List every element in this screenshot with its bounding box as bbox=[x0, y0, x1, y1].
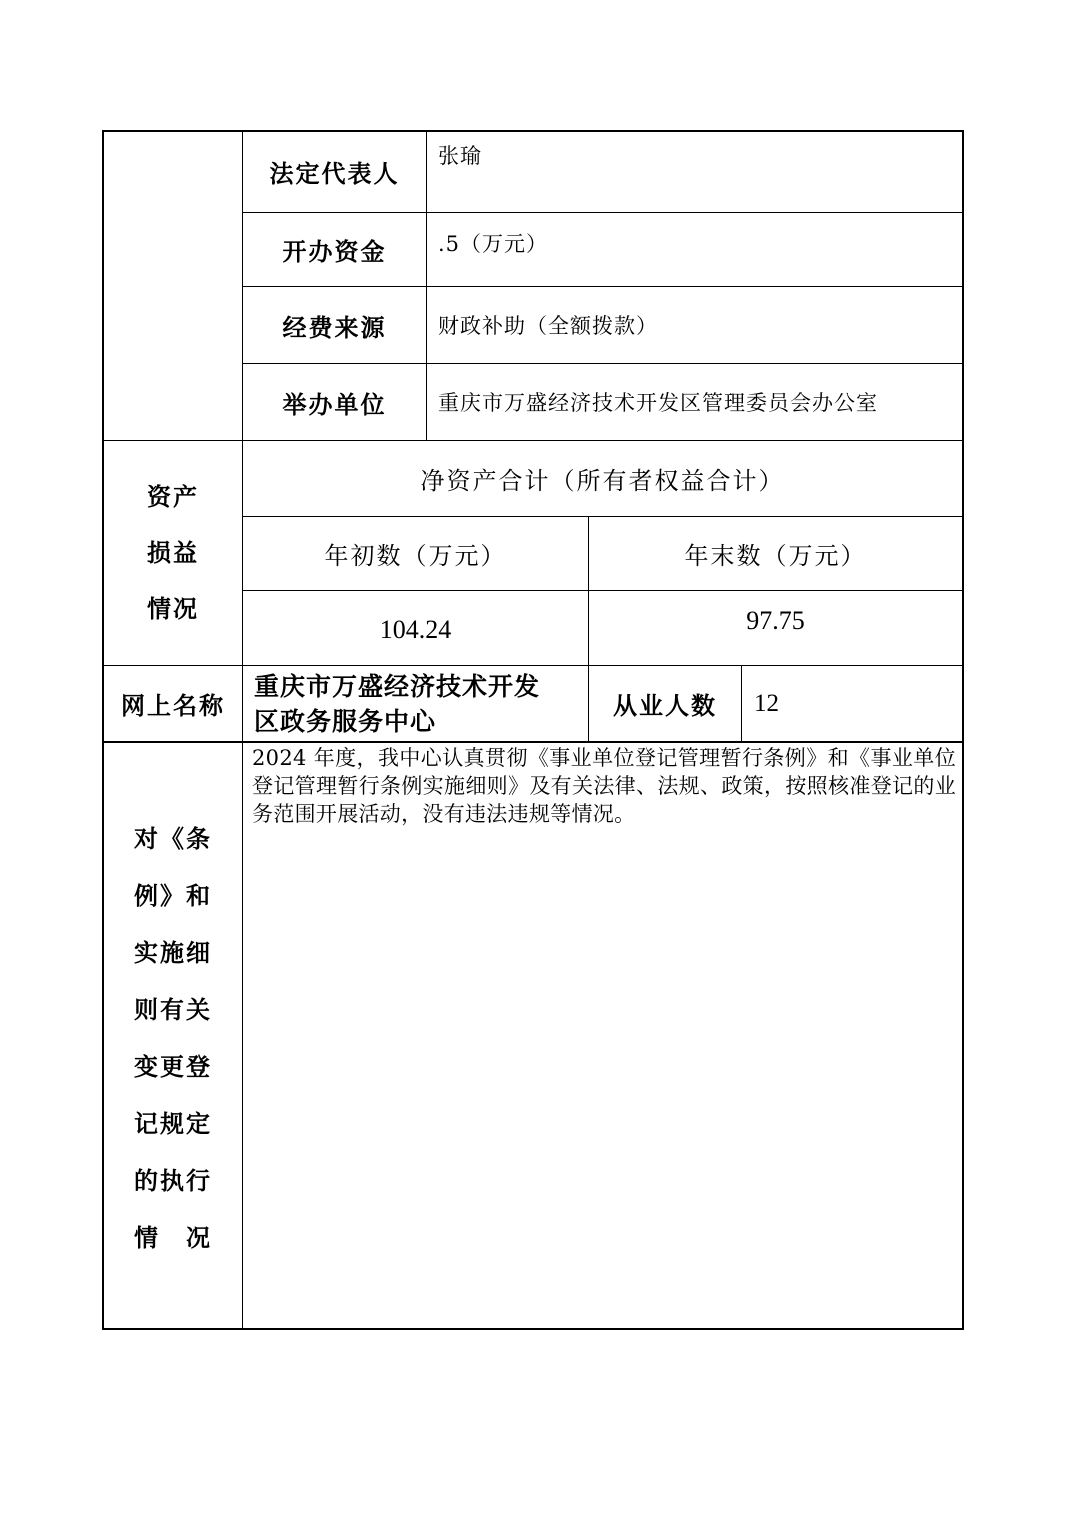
online-name-line: 区政务服务中心 bbox=[254, 706, 437, 736]
assets-label-line: 损益 bbox=[147, 538, 199, 567]
column-divider bbox=[741, 665, 742, 742]
online-name-label: 网上名称 bbox=[121, 691, 225, 720]
capital-value: .5（万元） bbox=[438, 232, 549, 256]
sponsor-label: 举办单位 bbox=[282, 389, 387, 419]
legal-rep-label: 法定代表人 bbox=[269, 159, 400, 188]
begin-year-label: 年初数（万元） bbox=[324, 542, 507, 570]
compliance-label-line: 对《条 bbox=[134, 824, 212, 853]
compliance-label-line: 情 况 bbox=[134, 1223, 212, 1252]
table-right-border bbox=[962, 130, 964, 1330]
compliance-label-line: 的执行 bbox=[134, 1166, 212, 1195]
compliance-label-line: 例》和 bbox=[134, 881, 212, 910]
compliance-label-line: 记规定 bbox=[134, 1109, 212, 1138]
begin-year-value: 104.24 bbox=[379, 615, 452, 644]
compliance-text: 2024 年度，我中心认真贯彻《事业单位登记管理暂行条例》和《事业单位登记管理暂行条例实施细则》及有关法律、法规、政策，按照核准登记的业务范围开展活动，没有违法违规等情况。 bbox=[252, 746, 956, 826]
online-name-value bbox=[254, 666, 588, 741]
online-name-line: 重庆市万盛经济技术开发 bbox=[254, 671, 541, 701]
row-divider bbox=[243, 590, 964, 591]
sponsor-value: 重庆市万盛经济技术开发区管理委员会办公室 bbox=[438, 391, 878, 415]
end-year-value: 97.75 bbox=[746, 606, 805, 635]
net-assets-header: 净资产合计（所有者权益合计） bbox=[420, 467, 785, 495]
assets-label bbox=[104, 441, 242, 665]
table-bottom-border bbox=[102, 1328, 964, 1330]
assets-label-line: 情况 bbox=[147, 594, 199, 623]
column-divider bbox=[426, 130, 427, 441]
assets-label-line: 资产 bbox=[147, 482, 199, 511]
compliance-label-line: 变更登 bbox=[134, 1052, 212, 1081]
staff-count-label: 从业人数 bbox=[613, 691, 717, 720]
compliance-label-line: 实施细 bbox=[134, 938, 212, 967]
row-divider bbox=[102, 741, 964, 743]
funding-label: 经费来源 bbox=[282, 312, 387, 342]
legal-rep-value: 张瑜 bbox=[438, 144, 482, 168]
staff-count-value: 12 bbox=[754, 689, 779, 717]
compliance-label-line: 则有关 bbox=[134, 995, 212, 1024]
capital-label: 开办资金 bbox=[282, 237, 387, 266]
end-year-label: 年末数（万元） bbox=[684, 542, 867, 570]
table-top-border bbox=[102, 130, 964, 132]
funding-value: 财政补助（全额拨款） bbox=[438, 314, 658, 338]
compliance-label bbox=[104, 810, 242, 1270]
